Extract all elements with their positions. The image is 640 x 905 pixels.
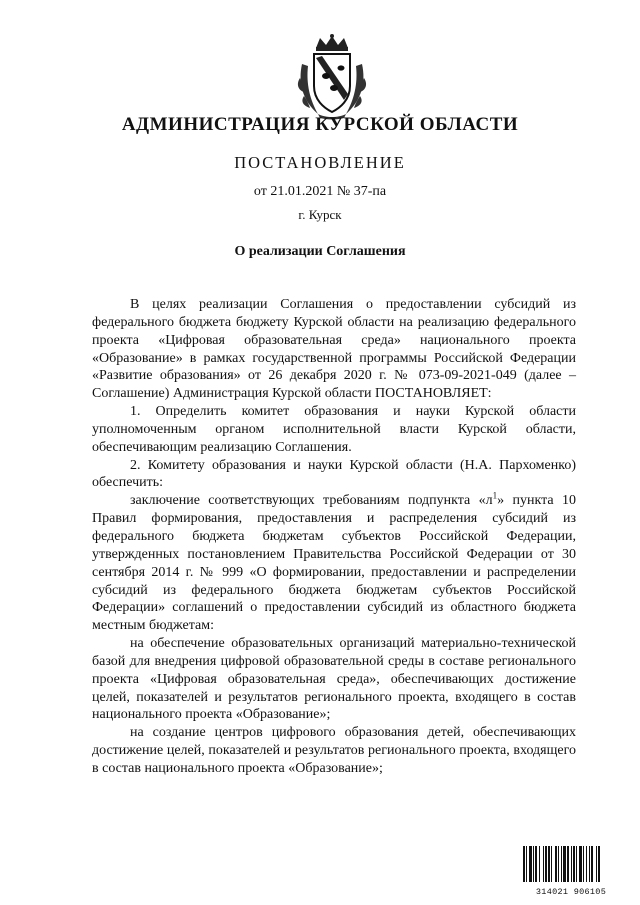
paragraph-item-1: 1. Определить комитет образования и науки Курской области уполномоченным органом исполнительной власти Курской области, обеспечивающим реализацию Соглашения. [92,404,576,455]
paragraph-agreements-start: заключение соответствующих требованиям подпункта «л [130,493,493,509]
barcode-icon [522,846,620,882]
coat-of-arms-icon [296,34,368,120]
barcode [522,846,620,897]
document-date-number: от 21.01.2021 № 37-па [253,184,387,199]
document-type: ПОСТАНОВЛЕНИЕ [234,153,406,172]
document-subject: О реализации Соглашения [234,244,406,259]
document-body [92,296,576,778]
barcode-number: 314021 906105 [535,887,607,897]
paragraph-item-2: 2. Комитету образования и науки Курской области (Н.А. Пархоменко) обеспечить: [92,457,576,491]
paragraph-subsidy-material-base: на обеспечение образовательных организаций материально-технической базой для внедрения цифровой образовательной среды в составе регионального проекта «Цифровая образовательная среда», обеспечивающих достижение целей, показателей и результатов регионального проекта, входящего в состав национального проекта «Образование»; [92,636,576,723]
paragraph-preamble: В целях реализации Соглашения о предоставлении субсидий из федерального бюджета бюджету Курской области на реализацию федерального проекта «Цифровая образовательная среда» национального проекта «Образование» в рамках государственной программы Российской Федерации «Развитие образования» от 26 декабря 2020 г. № 073-09-2021-049 (далее – Соглашение) Администрация Курской области ПОСТАНОВЛЯЕТ: [92,297,576,402]
document-city: г. Курск [298,207,342,222]
agency-title: АДМИНИСТРАЦИЯ КУРСКОЙ ОБЛАСТИ [121,114,519,135]
paragraph-subsidy-digital-centers: на создание центров цифрового образования детей, обеспечивающих достижение целей, показателей и результатов регионального проекта, входящего в состав национального проекта «Образование»; [92,725,576,776]
paragraph-agreements [92,492,576,635]
superscript-one: 1 [492,490,498,501]
paragraph-agreements-end: » пункта 10 Правил формирования, предоставления и распределения субсидий из федерального бюджета бюджетам субъектов Российской Федерации, утвержденных постановлением Правительства Российской Федерации от 30 сентября 2014 г. № 999 «О формировании, предоставлении и распределении субсидий из федерального бюджета бюджетам субъектов Российской Федерации» соглашений о предоставлении субсидий из областного бюджета местным бюджетам: [92,493,576,634]
